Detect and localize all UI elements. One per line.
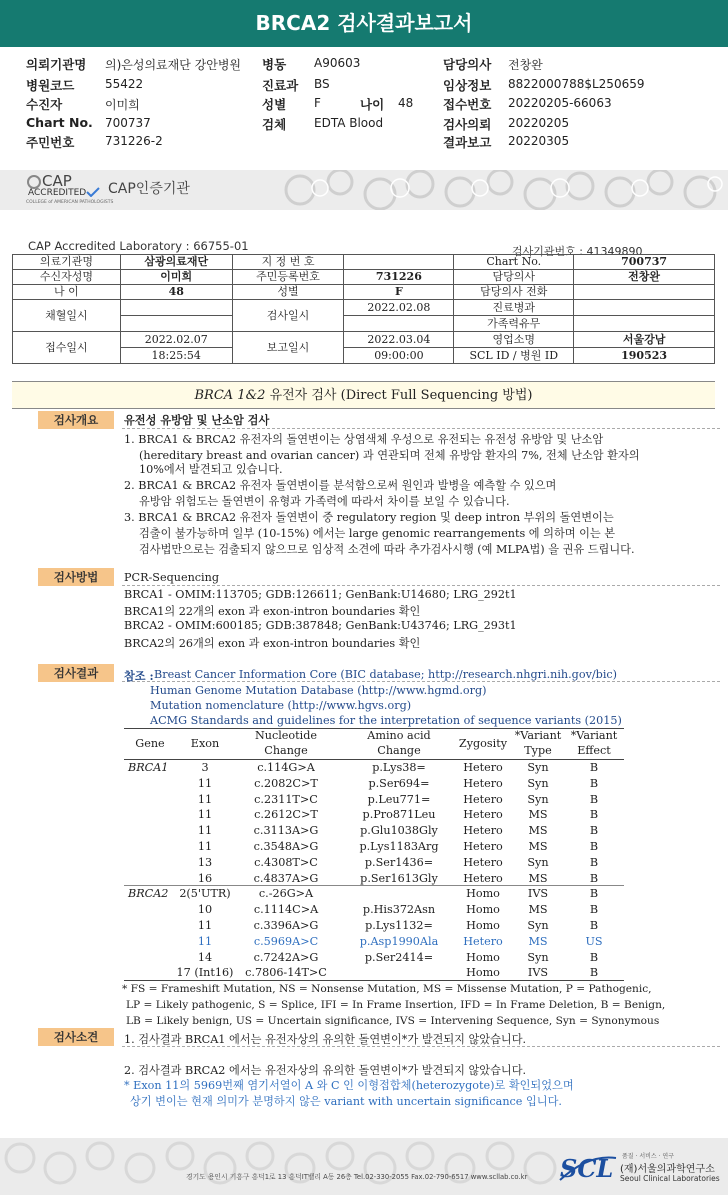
footer-address: 경기도 용인시 기흥구 흥덕1로 13 흥덕IT밸리 A동 26층 Tel.02-330-2055 Fax.02-790-6517 www.scllab.co.kr — [186, 1173, 528, 1181]
info-value: EDTA Blood — [314, 116, 384, 130]
info-value: 전창완 — [508, 58, 543, 72]
variant-cell-zyg: Hetero — [463, 761, 503, 774]
header-variant-type: *Variant — [514, 729, 562, 742]
overview-line: 검출이 불가능하며 일부 (10-15%) 에서는 large genomic rearrangements 에 의하며 이는 본 — [139, 527, 616, 540]
method-line: BRCA2 - OMIM:600185; GDB:387848; GenBank:U43746; LRG_293t1 — [124, 619, 517, 632]
info-label: 주민번호 — [26, 135, 75, 150]
variant-cell-exon: 11 — [197, 919, 213, 932]
variant-cell-aa: p.His372Asn — [362, 903, 436, 917]
scl-logo — [558, 1150, 728, 1190]
reference-line: Breast Cancer Information Core (BIC database; http://research.nhgri.nih.gov/bic) — [154, 668, 618, 681]
method-line: BRCA1 - OMIM:113705; GDB:126611; GenBank:U14680; LRG_292t1 — [124, 588, 517, 601]
variant-cell-type: IVS — [527, 887, 549, 901]
cell: Chart No. — [454, 255, 574, 270]
variant-cell-zyg: Hetero — [463, 776, 503, 790]
variant-cell-effect: B — [589, 887, 599, 901]
info-value: 20220205-66063 — [508, 96, 612, 110]
header-amino-acid: Amino acid — [367, 729, 431, 742]
overview-line: 2. BRCA1 & BRCA2 유전자 돌연변이를 분석함으로써 원인과 발병을 예측할 수 있으며 — [124, 479, 557, 492]
info-value: F — [314, 96, 321, 110]
variant-cell-exon: 2(5'UTR) — [179, 887, 231, 901]
info-label: 병원코드 — [26, 78, 75, 93]
variant-cell-exon: 11 — [197, 776, 213, 790]
legend-line: * FS = Frameshift Mutation, NS = Nonsense Mutation, MS = Missense Mutation, P = Pathogenic, — [122, 983, 652, 995]
variant-cell-effect: B — [589, 761, 599, 774]
info-value: 이미희 — [105, 98, 140, 112]
variant-cell-nuc: c.114G>A — [257, 761, 315, 774]
variant-cell-zyg: Hetero — [463, 808, 503, 822]
cell: 성별 — [232, 285, 344, 300]
cap-lab-number: CAP Accredited Laboratory : 66755-01 — [28, 239, 249, 253]
variant-cell-exon: 11 — [197, 824, 213, 838]
cell: 190523 — [574, 348, 715, 364]
variant-cell-type: Syn — [527, 950, 549, 964]
variant-cell-exon: 11 — [197, 808, 213, 822]
variant-cell-type: IVS — [527, 966, 549, 980]
reference-prefix: 참조 : — [124, 669, 154, 683]
divider — [122, 585, 720, 586]
overview-heading: 유전성 유방암 및 난소암 검사 — [124, 414, 270, 427]
variant-cell-aa: p.Ser1613Gly — [360, 871, 438, 885]
variant-cell-aa: p.Lys38= — [372, 761, 426, 774]
variant-cell-effect: B — [589, 950, 599, 964]
info-label: 나이 — [360, 97, 385, 112]
variant-cell-nuc: c.7806-14T>C — [245, 966, 327, 980]
overview-line: 10%에서 발견되고 있습니다. — [139, 463, 283, 476]
variant-cell-aa: p.Leu771= — [367, 792, 431, 806]
info-label: 성별 — [262, 97, 287, 112]
info-value: 55422 — [105, 77, 144, 91]
variant-cell-nuc: c.2612C>T — [254, 808, 318, 822]
variant-cell-zyg: Homo — [466, 950, 500, 964]
variant-cell-aa: p.Ser694= — [368, 776, 430, 790]
scl-brand: SCL — [560, 1154, 614, 1183]
divider — [122, 681, 720, 682]
variant-cell-effect: B — [589, 792, 599, 806]
variant-cell-zyg: Hetero — [463, 934, 503, 948]
variant-cell-type: Syn — [527, 855, 549, 869]
info-label: 병동 — [262, 57, 287, 72]
cell: 검사일시 — [232, 300, 344, 332]
info-value: 의)은성의료재단 강안병원 — [105, 58, 242, 72]
scl-org-name-en: Seoul Clinical Laboratories — [620, 1174, 720, 1183]
variant-cell-zyg: Hetero — [463, 792, 503, 806]
variant-cell-nuc: c.7242A>G — [253, 950, 319, 964]
header-amino-acid: Change — [377, 744, 421, 757]
report-title: BRCA2 검사결과보고서 — [0, 0, 728, 47]
cell: 48 — [120, 285, 232, 300]
reference-line: Human Genome Mutation Database (http://www.hgmd.org) — [150, 684, 487, 697]
legend-line: LP = Likely pathogenic, S = Splice, IFI = In Frame Insertion, IFD = In Frame Deletion, B = Benign, — [126, 999, 666, 1011]
section-label-method: 검사방법 — [38, 568, 114, 586]
variant-cell-aa: p.Lys1132= — [365, 919, 433, 932]
variant-cell-effect: US — [585, 934, 603, 948]
info-value: 20220305 — [508, 134, 570, 148]
table-header-rule — [124, 759, 624, 760]
variant-cell-exon: 11 — [197, 934, 213, 948]
cell: F — [344, 285, 454, 300]
cell: 진료병과 — [454, 300, 574, 316]
info-label: Chart No. — [26, 115, 93, 130]
form-title-gene: BRCA 1&2 — [194, 388, 266, 403]
variant-cell-exon: 10 — [197, 903, 213, 917]
cell — [120, 300, 232, 316]
info-value: 731226-2 — [105, 134, 163, 148]
variant-cell-type: MS — [528, 840, 548, 853]
variant-cell-effect: B — [589, 840, 599, 853]
cell: 접수일시 — [13, 332, 121, 364]
variant-cell-nuc: c.2311T>C — [254, 792, 318, 806]
legend-line: LB = Likely benign, US = Uncertain significance, IVS = Intervening Sequence, Syn = Synonymous — [126, 1015, 660, 1027]
info-value: 8822000788$L250659 — [508, 77, 645, 91]
cell: 채혈일시 — [13, 300, 121, 332]
cap-certified-text: CAP인증기관 — [108, 181, 190, 197]
variant-cell-exon: 16 — [197, 871, 213, 885]
variant-cell-type: MS — [528, 934, 548, 948]
variant-cell-zyg: Hetero — [463, 824, 503, 838]
variant-cell-zyg: Hetero — [463, 871, 503, 885]
header-exon: Exon — [190, 737, 220, 750]
variant-cell-aa: p.Ser1436= — [364, 855, 434, 869]
variant-cell-effect: B — [589, 903, 599, 917]
method-line: PCR-Sequencing — [124, 571, 219, 584]
variant-cell-gene: BRCA1 — [128, 761, 169, 774]
info-label: 담당의사 — [443, 57, 492, 72]
variant-cell-type: Syn — [527, 919, 549, 932]
cell — [344, 316, 454, 332]
info-label: 수진자 — [26, 97, 63, 112]
gene-divider — [124, 885, 624, 886]
method-line: BRCA2의 26개의 exon 과 exon-intron boundaries 확인 — [124, 637, 421, 650]
info-value: BS — [314, 77, 330, 91]
header-nucleotide: Nucleotide — [254, 729, 318, 742]
overview-line: 3. BRCA1 & BRCA2 유전자 돌연변이 중 regulatory region 및 deep intron 부위의 돌연변이는 — [124, 511, 614, 524]
variant-cell-exon: 11 — [197, 840, 213, 853]
variant-cell-effect: B — [589, 824, 599, 838]
cell: 서울강남 — [574, 332, 715, 348]
variant-cell-aa: p.Asp1990Ala — [359, 934, 439, 948]
cell: 수신자성명 — [13, 270, 121, 285]
variant-cell-nuc: c.3548A>G — [253, 840, 319, 853]
cell: 영업소명 — [454, 332, 574, 348]
cell — [574, 316, 715, 332]
variant-cell-exon: 13 — [197, 855, 213, 869]
cell: 2022.02.07 — [120, 332, 232, 348]
header-variant-effect: *Variant — [570, 729, 618, 742]
header-variant-type: Type — [524, 744, 552, 757]
section-label-result: 검사결과 — [38, 664, 114, 682]
scl-org-name: (재)서울의과학연구소 — [620, 1164, 715, 1175]
cell: 18:25:54 — [120, 348, 232, 364]
variant-cell-zyg: Hetero — [463, 840, 503, 853]
cap-logo-text: CAP — [42, 172, 72, 190]
info-value: 20220205 — [508, 116, 570, 130]
variant-cell-zyg: Hetero — [463, 855, 503, 869]
variant-cell-exon: 3 — [201, 761, 209, 774]
variant-cell-zyg: Homo — [466, 903, 500, 917]
variant-cell-effect: B — [589, 808, 599, 822]
variant-cell-zyg: Homo — [466, 887, 500, 901]
variant-cell-type: MS — [528, 871, 548, 885]
overview-line: 1. BRCA1 & BRCA2 유전자의 돌연변이는 상염색체 우성으로 유전되는 유전성 유방암 및 난소암 — [124, 433, 604, 446]
variant-cell-effect: B — [589, 855, 599, 869]
reference-line: Mutation nomenclature (http://www.hgvs.org) — [150, 699, 412, 712]
cap-logo-smalltext: COLLEGE of AMERICAN PATHOLOGISTS — [26, 200, 114, 205]
scl-tagline: 품질 · 서비스 · 연구 — [622, 1153, 675, 1160]
variant-cell-nuc: c.3113A>G — [253, 824, 319, 838]
variant-cell-aa: p.Glu1038Gly — [360, 824, 438, 838]
cap-logo-subtext: ACCREDITED — [28, 188, 87, 198]
cell: 주민등록번호 — [232, 270, 344, 285]
variant-cell-effect: B — [589, 919, 599, 932]
method-line: BRCA1의 22개의 exon 과 exon-intron boundaries 확인 — [124, 605, 421, 618]
variant-cell-zyg: Homo — [466, 966, 500, 980]
variant-cell-type: Syn — [527, 761, 549, 774]
cell: 보고일시 — [232, 332, 344, 364]
variant-cell-nuc: c.-26G>A — [258, 887, 314, 901]
info-label: 검체 — [262, 117, 287, 132]
section-label-overview: 검사개요 — [38, 411, 114, 429]
variant-cell-effect: B — [589, 966, 599, 980]
section-label-opinion: 검사소견 — [38, 1028, 114, 1046]
cell: 의료기관명 — [13, 255, 121, 270]
header-gene: Gene — [135, 737, 165, 750]
cell: 700737 — [574, 255, 715, 270]
cell — [344, 255, 454, 270]
variant-cell-nuc: c.2082C>T — [254, 776, 318, 790]
cell — [574, 285, 715, 300]
reference-line: ACMG Standards and guidelines for the interpretation of sequence variants (2015) — [150, 714, 622, 727]
variant-cell-type: MS — [528, 808, 548, 822]
cell: 가족력유무 — [454, 316, 574, 332]
overview-line: (hereditary breast and ovarian cancer) 과 연관되며 전체 유방암 환자의 7%, 전체 난소암 환자의 — [139, 449, 640, 462]
variant-cell-nuc: c.3396A>G — [253, 919, 319, 932]
info-label: 의뢰기관명 — [26, 57, 87, 72]
form-title — [12, 381, 715, 409]
variant-cell-nuc: c.5969A>C — [253, 934, 319, 948]
variant-cell-type: MS — [528, 903, 548, 917]
cell: 731226 — [344, 270, 454, 285]
cell — [120, 316, 232, 332]
header-nucleotide: Change — [264, 744, 308, 757]
cell: 2022.02.08 — [344, 300, 454, 316]
variant-cell-nuc: c.4308T>C — [254, 855, 318, 869]
info-label: 진료과 — [262, 78, 299, 93]
cell: SCL ID / 병원 ID — [454, 348, 574, 364]
variant-cell-type: MS — [528, 824, 548, 838]
form-title-text: 유전자 검사 (Direct Full Sequencing 방법) — [265, 388, 533, 403]
cell: 지 정 번 호 — [232, 255, 344, 270]
overview-line: 검사법만으로는 검출되지 않으므로 임상적 소견에 따라 추가검사시행 (예 MLPA법) 을 권유 드립니다. — [139, 543, 635, 556]
overview-line: 유방암 위험도는 돌연변이 유형과 가족력에 따라서 차이를 보일 수 있습니다. — [139, 495, 510, 508]
variant-cell-aa: p.Ser2414= — [364, 950, 434, 964]
opinion-note: 상기 변이는 현재 의미가 분명하지 않은 variant with uncertain significance 입니다. — [130, 1095, 562, 1108]
opinion-line: 1. 검사결과 BRCA1 에서는 유전자상의 유의한 돌연변이*가 발견되지 않았습니다. — [124, 1033, 527, 1046]
variant-cell-aa: p.Lys1183Arg — [359, 840, 439, 853]
variant-cell-gene: BRCA2 — [128, 887, 169, 901]
variant-cell-aa: p.Pro871Leu — [362, 808, 436, 822]
variant-cell-effect: B — [589, 776, 599, 790]
variant-cell-nuc: c.1114C>A — [253, 903, 319, 917]
cell — [574, 300, 715, 316]
variant-cell-zyg: Homo — [466, 919, 500, 932]
header-variant-effect: Effect — [577, 744, 611, 757]
cell: 삼광의료재단 — [120, 255, 232, 270]
table-bottom-rule — [124, 980, 624, 981]
header-zygosity: Zygosity — [458, 737, 508, 750]
variant-cell-type: Syn — [527, 792, 549, 806]
cap-logo — [26, 172, 114, 207]
request-number: 검사기관번호 : 41349890 — [512, 245, 643, 258]
cell: 이미희 — [120, 270, 232, 285]
variant-cell-type: Syn — [527, 776, 549, 790]
cell: 09:00:00 — [344, 348, 454, 364]
variant-cell-exon: 11 — [197, 792, 213, 806]
info-value: A90603 — [314, 56, 361, 70]
info-label: 접수번호 — [443, 97, 492, 112]
info-value: 700737 — [105, 116, 151, 130]
variant-cell-effect: B — [589, 871, 599, 885]
info-label: 결과보고 — [443, 135, 492, 150]
variant-cell-nuc: c.4837A>G — [253, 871, 319, 885]
divider — [122, 428, 720, 429]
opinion-note: * Exon 11의 5969번째 염기서열이 A 와 C 인 이형접합체(heterozygote)로 확인되었으며 — [124, 1079, 574, 1092]
opinion-line: 2. 검사결과 BRCA2 에서는 유전자상의 유의한 돌연변이*가 발견되지 않았습니다. — [124, 1064, 527, 1077]
info-value: 48 — [398, 96, 414, 110]
cell: 전창완 — [574, 270, 715, 285]
cell: 담당의사 — [454, 270, 574, 285]
info-label: 임상정보 — [443, 78, 492, 93]
cell: 담당의사 전화 — [454, 285, 574, 300]
cell: 2022.03.04 — [344, 332, 454, 348]
patient-info-table — [12, 254, 715, 364]
cell: 나 이 — [13, 285, 121, 300]
check-icon — [86, 187, 100, 197]
variant-cell-exon: 17 (Int16) — [176, 966, 234, 980]
variant-cell-exon: 14 — [197, 950, 213, 964]
info-label: 검사의뢰 — [443, 117, 492, 132]
